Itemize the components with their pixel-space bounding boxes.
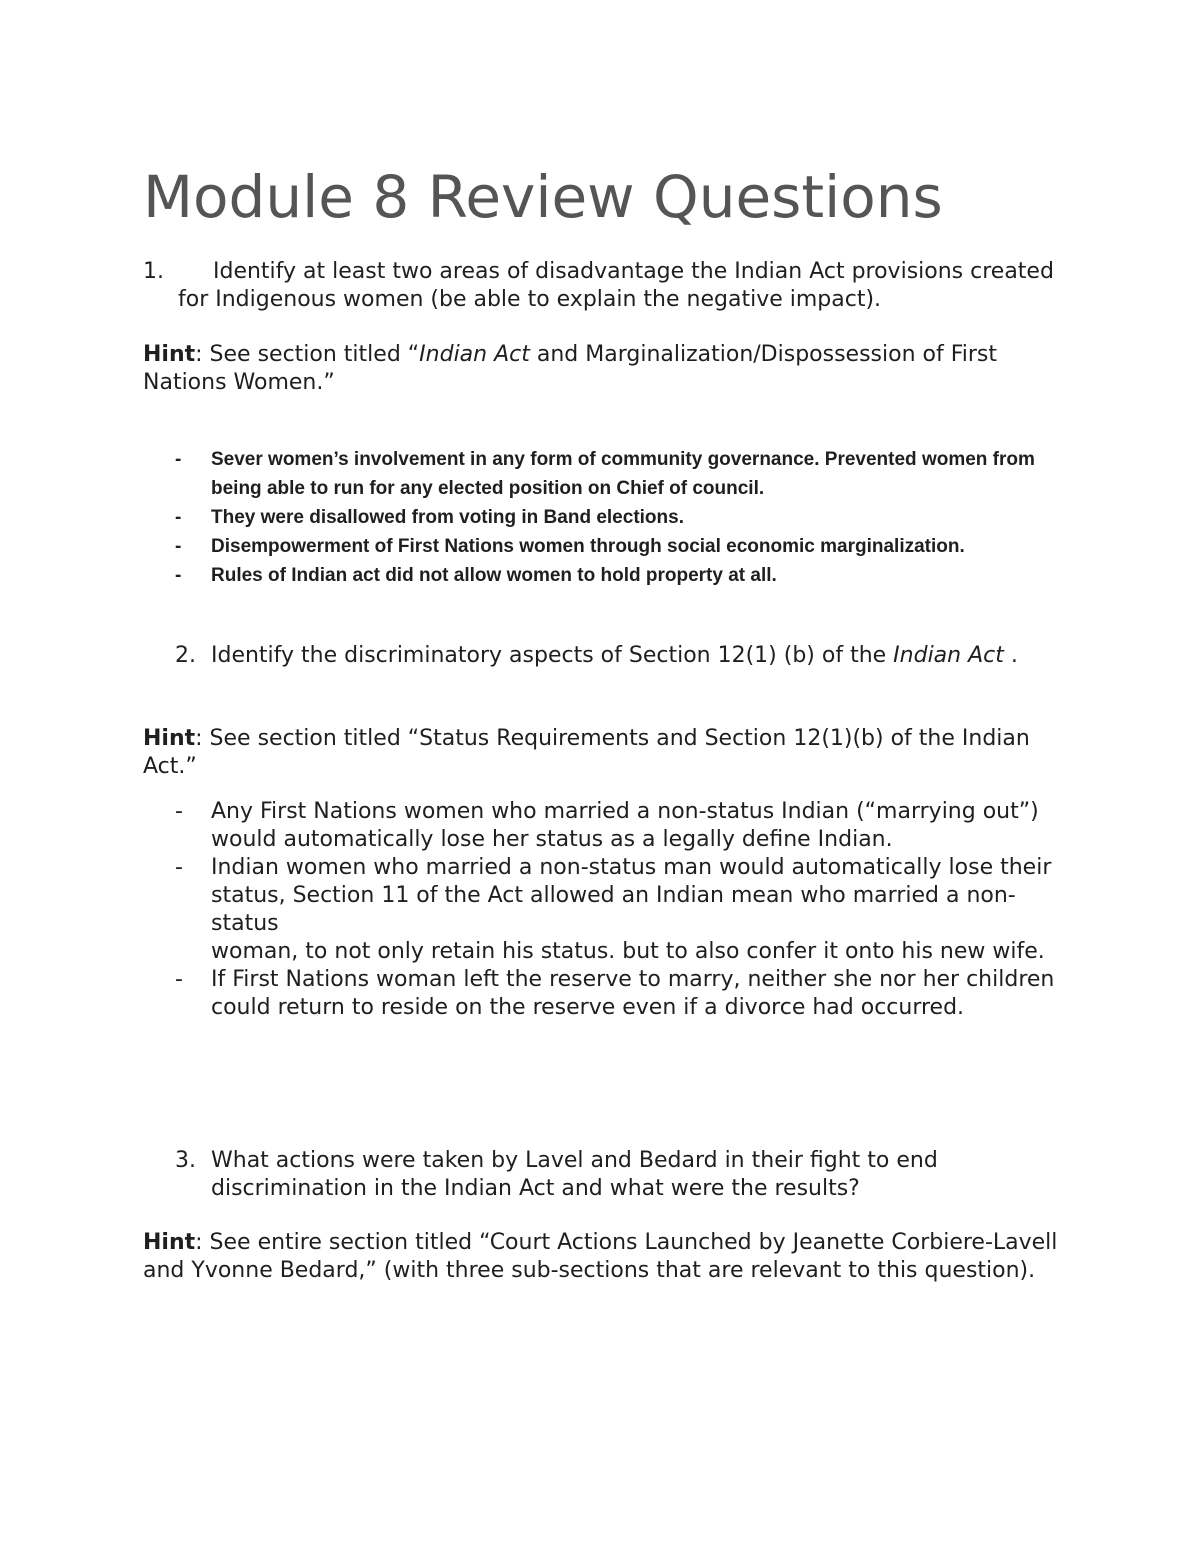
hint-text-pre: : See section titled “: [195, 342, 420, 367]
page-title: Module 8 Review Questions: [143, 163, 943, 231]
question-2-text: [211, 642, 1055, 670]
question-3-number: 3.: [175, 1148, 196, 1173]
question-2-hint: [143, 725, 1073, 781]
bullet-dash: -: [175, 449, 182, 470]
list-item-text: Disempowerment of First Nations women through social economic marginalization.: [211, 536, 965, 557]
question-1-hint: [143, 341, 1073, 397]
bullet-dash: -: [175, 967, 183, 992]
question-3-hint: [143, 1229, 1073, 1285]
question-2: [175, 642, 1055, 670]
hint-italic: Indian Act: [419, 342, 530, 367]
hint-text-post: and Marginalization/Dispossession of First Nations Women.”: [143, 342, 998, 395]
question-text-pre: Identify the discriminatory aspects of Section 12(1) (b) of the: [211, 643, 894, 668]
list-item-text: Indian women who married a non-status man would automatically lose their status, Section 11 of the Act allowed an Indian mean who married a non-status: [211, 855, 1052, 936]
list-item: [175, 798, 1055, 854]
list-item: [175, 966, 1055, 1022]
list-item: [175, 532, 1055, 561]
list-item: [175, 854, 1055, 966]
bullet-dash: -: [175, 855, 183, 880]
question-2-number: 2.: [175, 643, 196, 668]
hint-label: Hint: [143, 342, 196, 367]
list-item: [175, 561, 1055, 590]
bullet-dash: -: [175, 799, 183, 824]
list-item: [175, 503, 1055, 532]
question-3: [175, 1147, 1055, 1203]
hint-text: : See entire section titled “Court Actions Launched by Jeanette Corbiere-Lavell and Yvonne Bedard,” (with three sub-sections that are relevant to this question).: [143, 1230, 1058, 1283]
list-item-text: Rules of Indian act did not allow women to hold property at all.: [211, 565, 777, 586]
list-item-text: They were disallowed from voting in Band elections.: [211, 507, 684, 528]
list-item-text: Any First Nations women who married a non-status Indian (“marrying out”) would automatically lose her status as a legally define Indian.: [211, 799, 1039, 852]
question-2-answer-list: [175, 798, 1055, 1022]
question-3-text: What actions were taken by Lavel and Bedard in their fight to end discrimination in the Indian Act and what were the results?: [211, 1148, 938, 1201]
list-item-continuation: woman, to not only retain his status. but to also confer it onto his new wife.: [211, 939, 1045, 964]
hint-text: : See section titled “Status Requirements and Section 12(1)(b) of the Indian Act.”: [143, 726, 1030, 779]
question-text-post: .: [1003, 643, 1018, 668]
question-text-italic: Indian Act: [893, 643, 1004, 668]
hint-label: Hint: [143, 726, 196, 751]
list-item: [175, 445, 1055, 503]
list-item-text: Sever women’s involvement in any form of community governance. Prevented women from being able to run for any elected position on Chief of council.: [211, 449, 1035, 499]
list-item-text: If First Nations woman left the reserve to marry, neither she nor her children could return to reside on the reserve even if a divorce had occurred.: [211, 967, 1055, 1020]
bullet-dash: -: [175, 507, 182, 528]
hint-label: Hint: [143, 1230, 196, 1255]
question-1-text: Identify at least two areas of disadvantage the Indian Act provisions created for Indigenous women (be able to explain the negative impact).: [178, 259, 1054, 312]
bullet-dash: -: [175, 565, 182, 586]
bullet-dash: -: [175, 536, 182, 557]
question-1-number: 1.: [143, 259, 164, 284]
question-1-answer-list: [175, 445, 1055, 590]
